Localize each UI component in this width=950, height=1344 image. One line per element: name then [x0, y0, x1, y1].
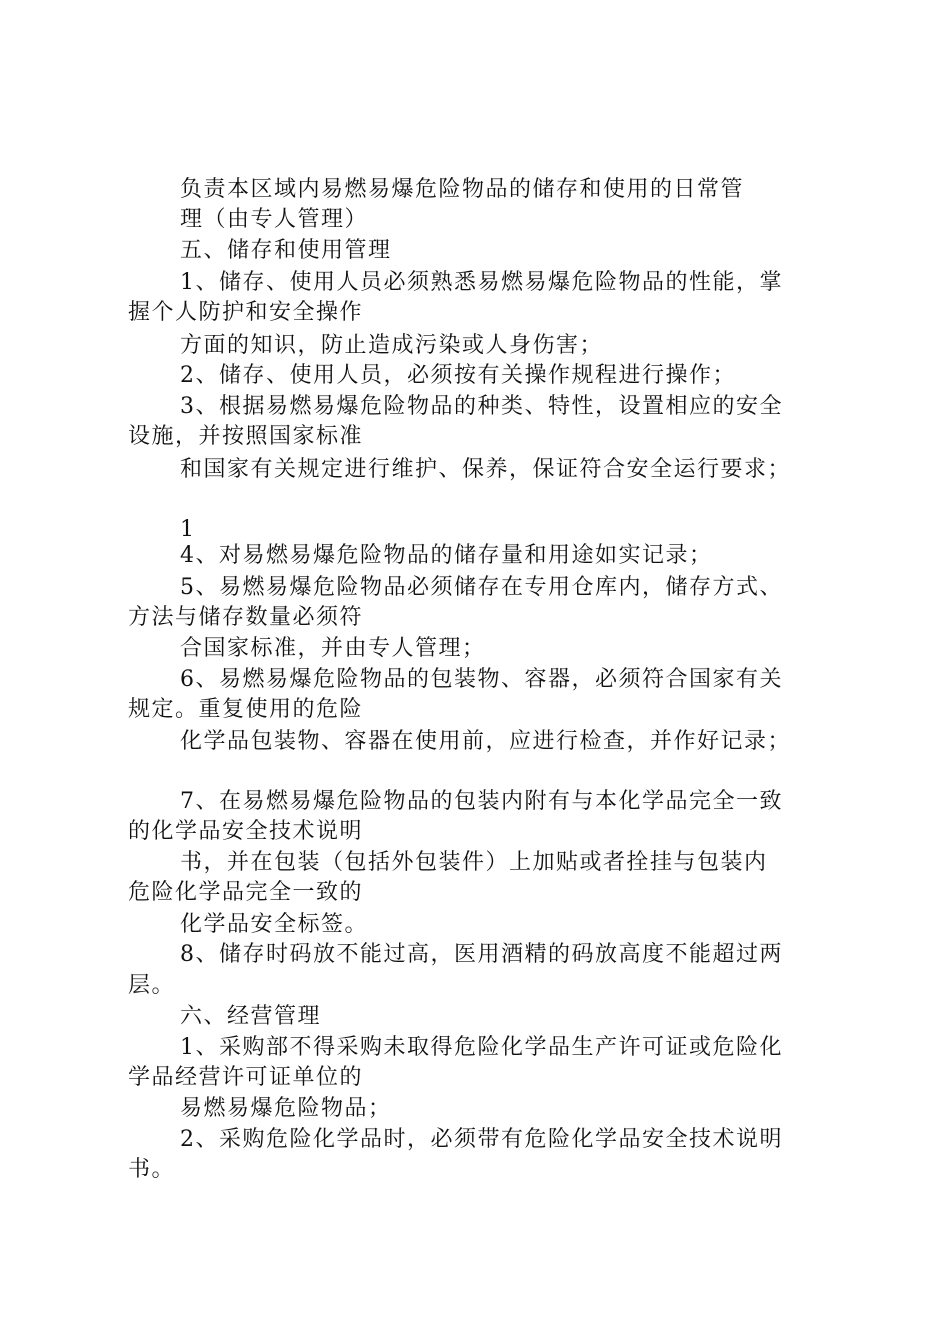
text-line: 5、易燃易爆危险物品必须储存在专用仓库内，储存方式、: [180, 575, 783, 600]
text-line: 方法与储存数量必须符: [128, 605, 364, 630]
text-line: 设施，并按照国家标准: [128, 424, 364, 449]
text-line: 合国家标准，并由专人管理；: [180, 636, 486, 661]
section-heading: 六、经营管理: [180, 1004, 322, 1029]
text-line: 握个人防护和安全操作: [128, 300, 364, 325]
text-line: 8、储存时码放不能过高，医用酒精的码放高度不能超过两: [180, 942, 783, 967]
text-line: 4、对易燃易爆危险物品的储存量和用途如实记录；: [180, 543, 713, 568]
text-line: 2、采购危险化学品时，必须带有危险化学品安全技术说明: [180, 1127, 783, 1152]
text-line: 学品经营许可证单位的: [128, 1065, 364, 1090]
text-line: 3、根据易燃易爆危险物品的种类、特性，设置相应的安全: [180, 394, 783, 419]
text-line: 规定。重复使用的危险: [128, 697, 364, 722]
text-line: 6、易燃易爆危险物品的包装物、容器，必须符合国家有关: [180, 667, 783, 692]
text-line: 1、储存、使用人员必须熟悉易燃易爆危险物品的性能，掌: [180, 270, 783, 295]
text-line: 化学品安全标签。: [180, 912, 369, 937]
text-line: 7、在易燃易爆危险物品的包装内附有与本化学品完全一致: [180, 789, 783, 814]
text-line: 书。: [128, 1157, 176, 1182]
text-line: 的化学品安全技术说明: [128, 819, 364, 844]
text-line: 1、采购部不得采购未取得危险化学品生产许可证或危险化: [180, 1035, 783, 1060]
text-line: 和国家有关规定进行维护、保养，保证符合安全运行要求；: [180, 457, 792, 482]
text-line: 负责本区域内易燃易爆危险物品的储存和使用的日常管: [180, 177, 745, 202]
text-line: 理（由专人管理）: [180, 207, 369, 232]
text-line: 化学品包装物、容器在使用前，应进行检查，并作好记录；: [180, 729, 792, 754]
text-line: 方面的知识，防止造成污染或人身伤害；: [180, 333, 604, 358]
page-number: 1: [180, 517, 196, 542]
text-line: 2、储存、使用人员，必须按有关操作规程进行操作；: [180, 363, 736, 388]
text-line: 层。: [128, 973, 176, 998]
section-heading: 五、储存和使用管理: [180, 238, 392, 263]
text-line: 易燃易爆危险物品；: [180, 1096, 392, 1121]
text-line: 书，并在包装（包括外包装件）上加贴或者拴挂与包装内: [180, 850, 768, 875]
text-line: 危险化学品完全一致的: [128, 880, 364, 905]
